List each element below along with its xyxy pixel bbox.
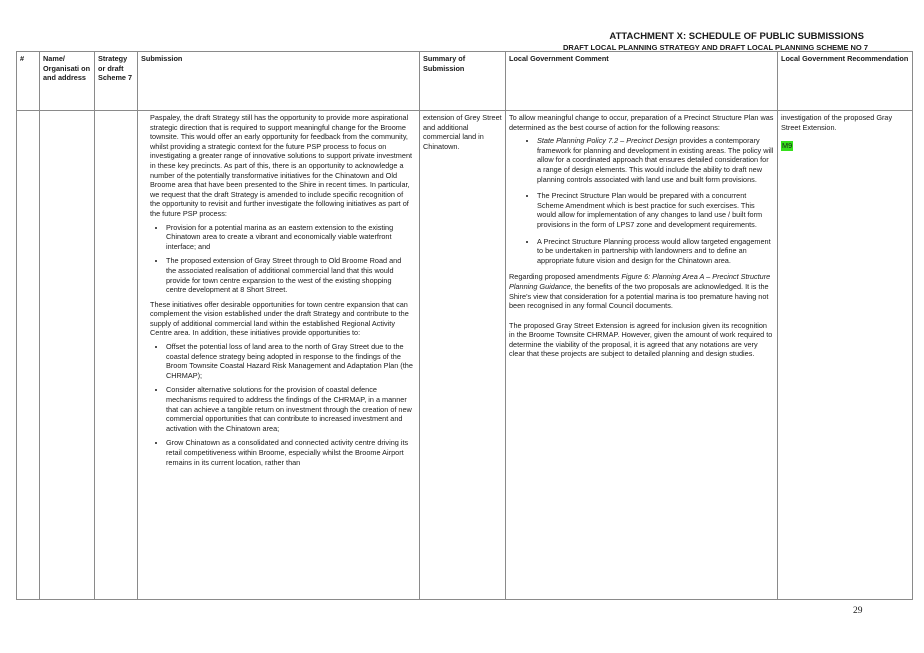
recommendation-text: investigation of the proposed Gray Street Extension. [781, 113, 893, 132]
comment-paragraph-3: The proposed Gray Street Extension is agreed for inclusion given its recognition in the Broome Townsite CHRMAP. However, given the amount of work required to determine the viability of the proposal, it is agreed that any notations are very clear that these projects are subject to detailed planning and design studies. [509, 320, 773, 359]
table-row [17, 111, 913, 600]
cell-summary: extension of Grey Street and additional commercial land in Chinatown. [420, 111, 506, 600]
list-item: • A Precinct Structure Planning process would allow targeted engagement to be undertaken in partnership with landowners and to define an appropriate future vision and design for the Chinatown area. [537, 237, 774, 266]
policy-description: provides a contemporary framework for planning and development in existing areas. The policy will allow for a coordinated approach that ensures detailed consideration for a range of design elements. This would include the ability to draft new planning controls associated with land use and built form provisions. [537, 136, 774, 184]
cell-name [40, 111, 95, 600]
comment-reasons-list [509, 136, 774, 265]
submission-initiatives-list [150, 223, 413, 295]
col-header-name: Name/ Organisati on and address [40, 52, 95, 111]
cell-strategy [95, 111, 138, 600]
col-header-strategy: Strategy or draft Scheme 7 [95, 52, 138, 111]
modification-tag: M9 [782, 141, 793, 151]
policy-reference: State Planning Policy 7.2 – Precinct Design [537, 136, 678, 146]
cell-number [17, 111, 40, 600]
cell-recommendation [778, 111, 913, 600]
comment-paragraph-2: Regarding proposed amendments Figure 6: Planning Area A – Precinct Structure Planning Guidance, the benefits of the two proposals are acknowledged. It is the Shire’s view that consideration for a potential marina is too premature having not been recognised in any formal Council documents. [509, 272, 771, 311]
list-item [537, 136, 774, 184]
list-item: • Provision for a potential marina as an eastern extension to the existing Chinatown area to create a vibrant and economically viable waterfront interface; and [166, 223, 413, 252]
cell-submission [138, 111, 420, 600]
submission-paragraph-2: These initiatives offer desirable opportunities for town centre expansion that can complement the vision established under the draft Strategy and contribute to the supply of additional commercial land within the established Regional Activity Centre area. In addition, these initiatives provide opportunities to: [150, 299, 409, 338]
list-item: • Offset the potential loss of land area to the north of Gray Street due to the coastal defence strategy being adopted in response to the findings of the Broom Townsite Coastal Hazard Risk Management and Adaptation Plan (the CHRMAP); [166, 342, 413, 380]
cell-comment [506, 111, 778, 600]
attachment-title: ATTACHMENT X: SCHEDULE OF PUBLIC SUBMISSIONS [609, 31, 864, 42]
list-item: • Grow Chinatown as a consolidated and connected activity centre driving its retail competitiveness within Broome, especially whilst the Broome Airport remains in its current location, rather than [166, 438, 413, 467]
list-item: • Consider alternative solutions for the provision of coastal defence mechanisms required to address the findings of the CHRMAP, in a manner that can achieve a tangible return on investment through the creation of new commercial opportunities that can contribute to increased investment and activation with the Chinatown area; [166, 385, 413, 433]
comment-intro: To allow meaningful change to occur, preparation of a Precinct Structure Plan was determined as the best course of action for the following reasons: [509, 113, 774, 132]
attachment-subtitle: DRAFT LOCAL PLANNING STRATEGY AND DRAFT LOCAL PLANNING SCHEME NO 7 [562, 43, 868, 52]
col-header-comment: Local Government Comment [506, 52, 778, 111]
page-number: 29 [853, 606, 863, 616]
col-header-submission: Submission [138, 52, 420, 111]
list-item: • The proposed extension of Gray Street through to Old Broome Road and the associated realisation of additional commercial land that this would provide for town centre expansion to the west of the existing shopping centre development at 8 Short Street. [166, 256, 413, 294]
figure-reference: Figure 6: Planning Area A – Precinct Structure Planning Guidance [509, 272, 771, 291]
col-header-summary: Summary of Submission [420, 52, 506, 111]
submissions-table [16, 51, 913, 600]
col-header-number: # [17, 52, 40, 111]
submission-opportunities-list [150, 342, 413, 467]
col-header-recommendation: Local Government Recommendation [778, 52, 913, 111]
table-header-row [17, 52, 913, 111]
list-item: • The Precinct Structure Plan would be prepared with a concurrent Scheme Amendment which is best practice for such exercises. This would allow for implementation of any changes to land use / built form provisions in the form of LPS7 zone and development requirements. [537, 191, 774, 229]
submission-intro: Paspaley, the draft Strategy still has the opportunity to provide more aspirational strategic direction that is required to support meaningful change for the Broome townsite. This would offer an early opportunity for feedback from the community, whilst providing a strategic context for the future PSP process to focus on investigating a greater range of innovative solutions to support private investment in these key precincts. As part of this, there is an opportunity to acknowledge a number of the potentially transformative initiatives for the Chinatown and Old Broome area that have been presented to the Shire in recent times. In particular, we request that the draft Strategy is amended to include specific recognition of the opportunity to revisit and further investigate the following initiatives as part of the future PSP process: [150, 113, 413, 218]
